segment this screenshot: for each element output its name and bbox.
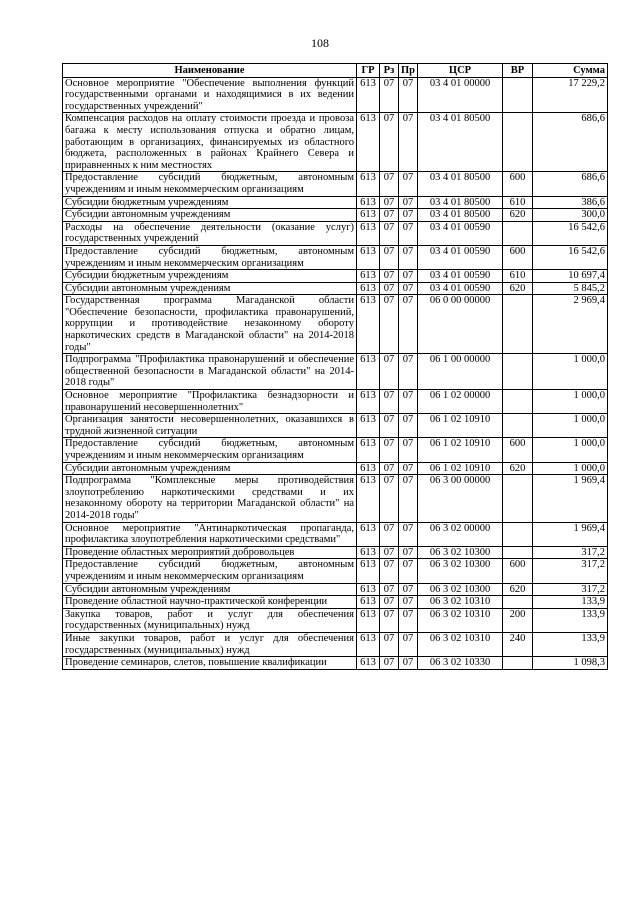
- row-gr: 613: [357, 462, 380, 475]
- row-name: Субсидии автономным учреждениям: [63, 209, 357, 222]
- row-rz: 07: [380, 657, 399, 670]
- row-gr: 613: [357, 354, 380, 390]
- row-sum: 133,9: [533, 596, 608, 609]
- row-csr: 03 4 01 00590: [418, 270, 503, 283]
- row-name: Основное мероприятие "Профилактика безнадзорности и правонарушений несовершеннолетних": [63, 390, 357, 414]
- row-sum: 1 000,0: [533, 462, 608, 475]
- row-sum: 300,0: [533, 209, 608, 222]
- row-sum: 17 229,2: [533, 77, 608, 113]
- row-pr: 07: [399, 632, 418, 656]
- row-vr: 620: [503, 462, 533, 475]
- row-sum: 686,6: [533, 172, 608, 196]
- row-name: Предоставление субсидий бюджетным, автономным учреждениям и иным некоммерческим организациям: [63, 438, 357, 462]
- header-vr: ВР: [503, 64, 533, 78]
- row-vr: [503, 414, 533, 438]
- row-vr: 600: [503, 172, 533, 196]
- row-rz: 07: [380, 221, 399, 245]
- row-pr: 07: [399, 438, 418, 462]
- row-gr: 613: [357, 657, 380, 670]
- row-gr: 613: [357, 583, 380, 596]
- row-name: Субсидии бюджетным учреждениям: [63, 270, 357, 283]
- row-rz: 07: [380, 77, 399, 113]
- row-name: Подпрограмма "Профилактика правонарушений и обеспечение общественной безопасности в Магаданской области" на 2014-2018 годы": [63, 354, 357, 390]
- table-row: [63, 583, 608, 596]
- row-pr: 07: [399, 270, 418, 283]
- row-sum: 10 697,4: [533, 270, 608, 283]
- row-csr: 06 1 00 00000: [418, 354, 503, 390]
- row-vr: 620: [503, 583, 533, 596]
- header-csr: ЦСР: [418, 64, 503, 78]
- row-vr: [503, 77, 533, 113]
- header-gr: ГР: [357, 64, 380, 78]
- row-name: Предоставление субсидий бюджетным, автономным учреждениям и иным некоммерческим организациям: [63, 172, 357, 196]
- row-csr: 03 4 01 00590: [418, 245, 503, 269]
- row-name: Компенсация расходов на оплату стоимости проезда и провоза багажа к месту использования отпуска и обратно лицам, работающим в организациях, финансируемых из областного бюджета, расположенных в районах Крайнего Севера и приравненных к ним местностях: [63, 113, 357, 172]
- row-csr: 03 4 01 80500: [418, 196, 503, 209]
- row-pr: 07: [399, 295, 418, 354]
- row-gr: 613: [357, 608, 380, 632]
- row-sum: 1 969,4: [533, 522, 608, 546]
- row-name: Субсидии автономным учреждениям: [63, 462, 357, 475]
- row-gr: 613: [357, 270, 380, 283]
- row-csr: 03 4 01 00590: [418, 282, 503, 295]
- row-vr: 240: [503, 632, 533, 656]
- row-csr: 06 3 02 10300: [418, 546, 503, 559]
- row-name: Иные закупки товаров, работ и услуг для обеспечения государственных (муниципальных) нужд: [63, 632, 357, 656]
- row-gr: 613: [357, 522, 380, 546]
- table-row: [63, 209, 608, 222]
- row-name: Основное мероприятие "Обеспечение выполнения функций государственными органами и находящимися в их ведении государственных учреждений": [63, 77, 357, 113]
- row-vr: [503, 522, 533, 546]
- row-gr: 613: [357, 390, 380, 414]
- row-vr: [503, 596, 533, 609]
- table-row: [63, 196, 608, 209]
- row-sum: 317,2: [533, 559, 608, 583]
- table-row: [63, 608, 608, 632]
- table-row: [63, 221, 608, 245]
- row-rz: 07: [380, 462, 399, 475]
- row-sum: 133,9: [533, 608, 608, 632]
- row-name: Субсидии автономным учреждениям: [63, 282, 357, 295]
- row-csr: 06 1 02 10910: [418, 414, 503, 438]
- row-pr: 07: [399, 221, 418, 245]
- row-pr: 07: [399, 596, 418, 609]
- row-pr: 07: [399, 282, 418, 295]
- row-csr: 06 0 00 00000: [418, 295, 503, 354]
- row-pr: 07: [399, 390, 418, 414]
- table-row: [63, 596, 608, 609]
- row-pr: 07: [399, 559, 418, 583]
- row-name: Субсидии автономным учреждениям: [63, 583, 357, 596]
- row-gr: 613: [357, 221, 380, 245]
- table-row: [63, 77, 608, 113]
- table-row: [63, 390, 608, 414]
- row-gr: 613: [357, 113, 380, 172]
- row-name: Предоставление субсидий бюджетным, автономным учреждениям и иным некоммерческим организациям: [63, 245, 357, 269]
- row-sum: 2 969,4: [533, 295, 608, 354]
- row-pr: 07: [399, 657, 418, 670]
- row-vr: [503, 475, 533, 522]
- row-sum: 386,6: [533, 196, 608, 209]
- row-csr: 03 4 01 80500: [418, 209, 503, 222]
- row-vr: 600: [503, 245, 533, 269]
- row-name: Проведение семинаров, слетов, повышение квалификации: [63, 657, 357, 670]
- row-csr: 06 3 02 10310: [418, 632, 503, 656]
- row-gr: 613: [357, 77, 380, 113]
- table-row: [63, 245, 608, 269]
- row-pr: 07: [399, 414, 418, 438]
- row-rz: 07: [380, 608, 399, 632]
- table-row: [63, 270, 608, 283]
- page-number: 108: [311, 36, 329, 50]
- row-name: Подпрограмма "Комплексные меры противодействия злоупотреблению наркотическими средствами и их незаконному обороту на территории Магаданской области" на 2014-2018 годы": [63, 475, 357, 522]
- row-sum: 1 000,0: [533, 354, 608, 390]
- table-row: [63, 632, 608, 656]
- row-name: Проведение областных мероприятий добровольцев: [63, 546, 357, 559]
- table-row: [63, 438, 608, 462]
- row-gr: 613: [357, 295, 380, 354]
- row-csr: 06 1 02 10910: [418, 462, 503, 475]
- header-name: Наименование: [63, 64, 357, 78]
- row-sum: 1 969,4: [533, 475, 608, 522]
- row-sum: 317,2: [533, 583, 608, 596]
- row-gr: 613: [357, 245, 380, 269]
- header-sum: Сумма: [533, 64, 608, 78]
- row-sum: 16 542,6: [533, 245, 608, 269]
- row-rz: 07: [380, 295, 399, 354]
- row-gr: 613: [357, 196, 380, 209]
- row-rz: 07: [380, 546, 399, 559]
- row-csr: 03 4 01 80500: [418, 113, 503, 172]
- row-sum: 133,9: [533, 632, 608, 656]
- row-vr: 610: [503, 196, 533, 209]
- row-rz: 07: [380, 282, 399, 295]
- row-vr: [503, 354, 533, 390]
- row-csr: 06 3 02 10310: [418, 596, 503, 609]
- row-name: Основное мероприятие "Антинаркотическая пропаганда, профилактика злоупотребления наркотическими средствами": [63, 522, 357, 546]
- row-rz: 07: [380, 113, 399, 172]
- table-row: [63, 354, 608, 390]
- row-gr: 613: [357, 596, 380, 609]
- header-pr: Пр: [399, 64, 418, 78]
- row-pr: 07: [399, 196, 418, 209]
- row-sum: 317,2: [533, 546, 608, 559]
- table-row: [63, 475, 608, 522]
- row-csr: 03 4 01 00590: [418, 221, 503, 245]
- row-vr: [503, 295, 533, 354]
- row-rz: 07: [380, 245, 399, 269]
- row-name: Государственная программа Магаданской области "Обеспечение безопасности, профилактика правонарушений, коррупции и противодействие незаконному обороту наркотических средств в Магаданской области" на 2014-2018 годы": [63, 295, 357, 354]
- row-csr: 03 4 01 80500: [418, 172, 503, 196]
- row-gr: 613: [357, 414, 380, 438]
- table-row: [63, 657, 608, 670]
- row-sum: 5 845,2: [533, 282, 608, 295]
- row-pr: 07: [399, 77, 418, 113]
- table-body: [63, 77, 608, 669]
- row-pr: 07: [399, 608, 418, 632]
- row-sum: 1 098,3: [533, 657, 608, 670]
- row-name: Проведение областной научно-практической конференции: [63, 596, 357, 609]
- row-gr: 613: [357, 172, 380, 196]
- row-name: Организация занятости несовершеннолетних, оказавшихся в трудной жизненной ситуации: [63, 414, 357, 438]
- table-row: [63, 414, 608, 438]
- row-rz: 07: [380, 522, 399, 546]
- row-gr: 613: [357, 438, 380, 462]
- row-gr: 613: [357, 282, 380, 295]
- row-pr: 07: [399, 583, 418, 596]
- row-csr: 06 3 02 10330: [418, 657, 503, 670]
- row-rz: 07: [380, 475, 399, 522]
- row-csr: 03 4 01 00000: [418, 77, 503, 113]
- row-gr: 613: [357, 209, 380, 222]
- row-pr: 07: [399, 462, 418, 475]
- budget-table: [62, 63, 608, 670]
- row-rz: 07: [380, 390, 399, 414]
- row-gr: 613: [357, 546, 380, 559]
- row-rz: 07: [380, 270, 399, 283]
- row-gr: 613: [357, 559, 380, 583]
- row-gr: 613: [357, 632, 380, 656]
- row-vr: 620: [503, 282, 533, 295]
- row-pr: 07: [399, 172, 418, 196]
- row-rz: 07: [380, 196, 399, 209]
- table-row: [63, 172, 608, 196]
- row-rz: 07: [380, 354, 399, 390]
- row-rz: 07: [380, 596, 399, 609]
- table-row: [63, 462, 608, 475]
- row-vr: 200: [503, 608, 533, 632]
- row-vr: 600: [503, 559, 533, 583]
- row-csr: 06 3 02 10300: [418, 583, 503, 596]
- row-rz: 07: [380, 172, 399, 196]
- row-name: Закупка товаров, работ и услуг для обеспечения государственных (муниципальных) нужд: [63, 608, 357, 632]
- row-rz: 07: [380, 414, 399, 438]
- table-row: [63, 522, 608, 546]
- row-pr: 07: [399, 475, 418, 522]
- row-vr: 620: [503, 209, 533, 222]
- row-rz: 07: [380, 632, 399, 656]
- header-rz: Рз: [380, 64, 399, 78]
- row-pr: 07: [399, 522, 418, 546]
- row-gr: 613: [357, 475, 380, 522]
- table-row: [63, 282, 608, 295]
- row-csr: 06 1 02 00000: [418, 390, 503, 414]
- row-vr: 600: [503, 438, 533, 462]
- row-csr: 06 1 02 10910: [418, 438, 503, 462]
- table-row: [63, 546, 608, 559]
- row-rz: 07: [380, 209, 399, 222]
- row-sum: 1 000,0: [533, 390, 608, 414]
- row-name: Субсидии бюджетным учреждениям: [63, 196, 357, 209]
- row-vr: 610: [503, 270, 533, 283]
- row-csr: 06 3 02 10300: [418, 559, 503, 583]
- row-sum: 686,6: [533, 113, 608, 172]
- row-name: Предоставление субсидий бюджетным, автономным учреждениям и иным некоммерческим организациям: [63, 559, 357, 583]
- row-pr: 07: [399, 113, 418, 172]
- row-rz: 07: [380, 559, 399, 583]
- row-rz: 07: [380, 438, 399, 462]
- table-header-row: [63, 64, 608, 78]
- row-pr: 07: [399, 209, 418, 222]
- row-vr: [503, 113, 533, 172]
- row-csr: 06 3 02 10310: [418, 608, 503, 632]
- row-csr: 06 3 02 00000: [418, 522, 503, 546]
- row-name: Расходы на обеспечение деятельности (оказание услуг) государственных учреждений: [63, 221, 357, 245]
- table-row: [63, 295, 608, 354]
- row-vr: [503, 657, 533, 670]
- row-sum: 1 000,0: [533, 414, 608, 438]
- row-pr: 07: [399, 354, 418, 390]
- row-sum: 16 542,6: [533, 221, 608, 245]
- row-vr: [503, 546, 533, 559]
- row-pr: 07: [399, 546, 418, 559]
- row-csr: 06 3 00 00000: [418, 475, 503, 522]
- row-vr: [503, 221, 533, 245]
- row-rz: 07: [380, 583, 399, 596]
- table-row: [63, 113, 608, 172]
- row-pr: 07: [399, 245, 418, 269]
- row-sum: 1 000,0: [533, 438, 608, 462]
- row-vr: [503, 390, 533, 414]
- table-row: [63, 559, 608, 583]
